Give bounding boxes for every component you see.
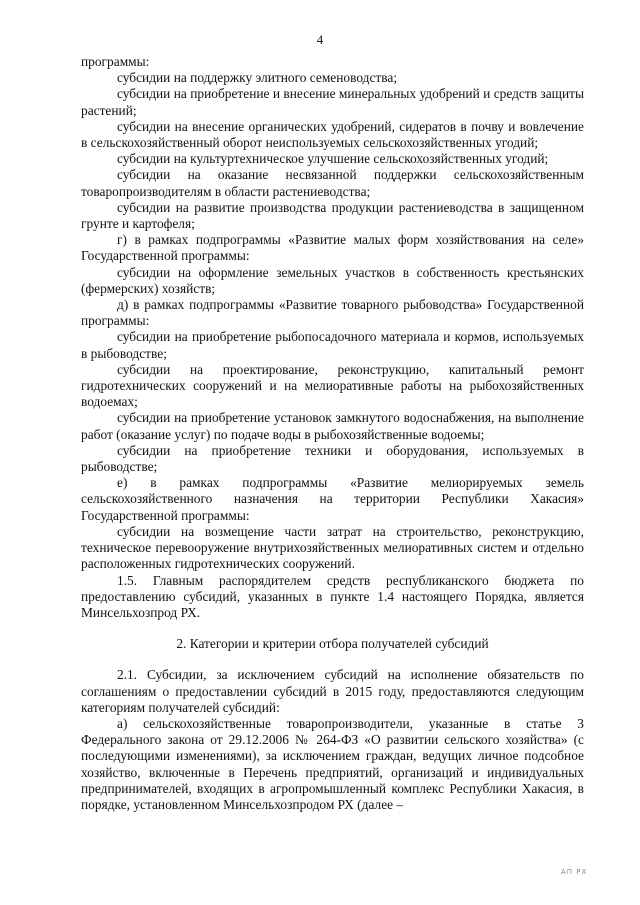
paragraph: субсидии на проектирование, реконструкцию, капитальный ремонт гидротехнических сооружений и на мелиоративные работы на рыбохозяйственных водоемах; [81,361,584,410]
paragraph: 2.1. Субсидии, за исключением субсидий на исполнение обязательств по соглашениям о предоставлении субсидий в 2015 году, предоставляются следующим категориям получателей субсидий: [81,667,584,715]
section-heading: 2. Категории и критерии отбора получателей субсидий [176,636,489,652]
paragraph: субсидии на приобретение рыбопосадочного материала и кормов, используемых в рыбоводстве; [81,329,584,361]
paragraph: субсидии на оказание несвязанной поддержки сельскохозяйственным товаропроизводителям в области растениеводства; [81,167,584,199]
paragraph: программы: [81,54,150,69]
paragraph: а) сельскохозяйственные товаропроизводители, указанные в статье 3 Федерального закона от 29.12.2006 № 264-ФЗ «О развитии сельского хозяйства» (с последующими изменениями), за исключением граждан, ведущих личное подсобное хозяйство, включенные в Перечень предприятий, организаций и индивидуальных предпринимателей, входящих в агропромышленный комплекс Республики Хакасия, в порядке, установленном Минсельхозпродом РХ (далее – [81,715,584,812]
paragraph: 1.5. Главным распорядителем средств республиканского бюджета по предоставлению субсидий, указанных в пункте 1.4 настоящего Порядка, является Минсельхозпрод РХ. [81,572,584,620]
page-number: 4 [316,32,324,47]
paragraph: субсидии на приобретение установок замкнутого водоснабжения, на выполнение работ (оказание услуг) по подаче воды в рыбохозяйственные водоемы; [81,410,584,442]
paragraph: д) в рамках подпрограммы «Развитие товарного рыбоводства» Государственной программы: [81,297,584,329]
paragraph: г) в рамках подпрограммы «Развитие малых форм хозяйствования на селе» Государственной программы: [81,232,584,264]
document-body [81,54,584,813]
paragraph: субсидии на возмещение части затрат на строительство, реконструкцию, техническое перевооружение внутрихозяйственных мелиоративных систем и отдельно расположенных гидротехнических сооружений. [81,523,584,572]
paragraph: субсидии на развитие производства продукции растениеводства в защищенном грунте и картофеля; [81,199,584,232]
paragraph: субсидии на оформление земельных участков в собственность крестьянских (фермерских) хозяйств; [81,264,584,296]
paragraph: субсидии на приобретение техники и оборудования, используемых в рыбоводстве; [81,442,584,475]
paragraph: субсидии на поддержку элитного семеноводства; [117,70,398,86]
paragraph: субсидии на приобретение и внесение минеральных удобрений и средств защиты растений; [81,86,584,118]
paragraph: е) в рамках подпрограммы «Развитие мелиорируемых земель сельскохозяйственного назначения на территории Республики Хакасия» Государственной программы: [81,475,584,523]
paragraph: субсидии на внесение органических удобрений, сидератов в почву и вовлечение в сельскохозяйственный оборот неиспользуемых сельскохозяйственных угодий; [81,118,584,151]
footer-mark: АП РХ [561,868,588,876]
paragraph: субсидии на культуртехническое улучшение сельскохозяйственных угодий; [117,151,549,167]
